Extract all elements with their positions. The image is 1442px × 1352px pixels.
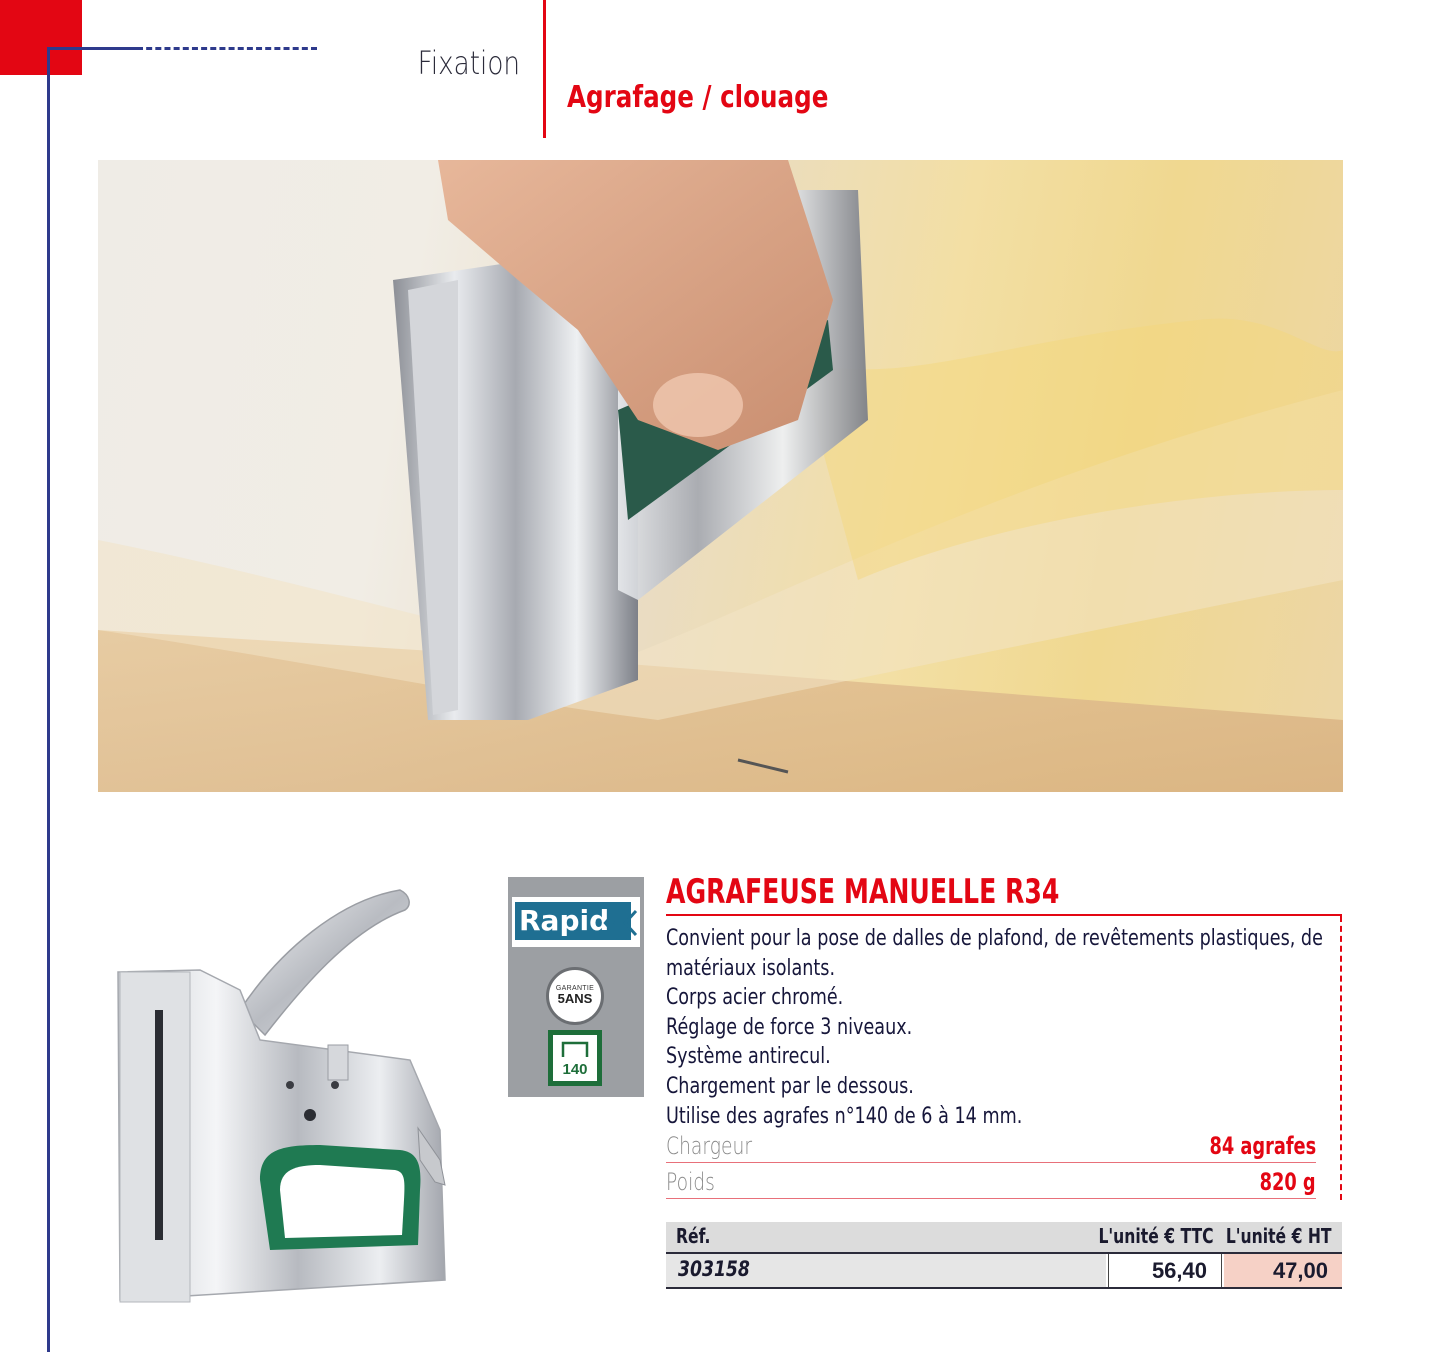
margin-rule-vertical	[47, 47, 50, 1352]
feature-line: Réglage de force 3 niveaux.	[666, 1014, 913, 1040]
feature-line: Convient pour la pose de dalles de plafond, de revêtements plastiques, de	[666, 926, 1323, 951]
subsection-title: Agrafage / clouage	[567, 80, 829, 115]
hero-photo	[98, 160, 1343, 792]
price-table-header	[666, 1222, 1342, 1254]
price-ttc-cell	[1108, 1254, 1222, 1287]
ref-value: 303158	[678, 1257, 750, 1281]
spec-value: 820 g	[1260, 1168, 1316, 1196]
guarantee-label: GARANTIE	[555, 985, 595, 992]
margin-rule-horizontal	[47, 47, 137, 50]
header-price-ht: L'unité € HT	[1226, 1224, 1332, 1248]
feature-list	[666, 924, 1442, 1131]
guarantee-years: 5ANS	[557, 991, 593, 1006]
spec-value: 84 agrafes	[1209, 1132, 1316, 1160]
feature-line: Utilise des agrafes n°140 de 6 à 14 mm.	[666, 1103, 1023, 1129]
rapid-logo-text: Rapid	[519, 904, 610, 937]
feature-line: matériaux isolants.	[666, 955, 836, 981]
spec-label: Chargeur	[666, 1132, 753, 1160]
margin-rule-dashed	[137, 47, 317, 50]
header-price-ttc: L'unité € TTC	[1098, 1224, 1214, 1248]
price-ttc-value: 56,40	[1151, 1258, 1207, 1283]
spec-label: Poids	[666, 1168, 715, 1196]
brand-panel	[508, 877, 644, 1097]
product-title: AGRAFEUSE MANUELLE R34	[666, 872, 1060, 912]
hero-illustration	[98, 160, 1343, 792]
price-ht-value: 47,00	[1272, 1258, 1328, 1283]
header-ref: Réf.	[676, 1224, 711, 1248]
price-table-row	[666, 1254, 1342, 1289]
guarantee-badge	[546, 967, 604, 1025]
section-title: Fixation	[417, 44, 520, 82]
ref-cell	[666, 1254, 1106, 1287]
title-underline	[666, 914, 1342, 916]
stapler-illustration	[100, 860, 480, 1320]
feature-line: Chargement par le dessous.	[666, 1073, 914, 1099]
product-photo	[100, 860, 480, 1320]
feature-line: Système antirecul.	[666, 1044, 831, 1070]
staple-number: 140	[562, 1061, 588, 1078]
corner-accent	[0, 0, 82, 75]
section-separator	[543, 0, 546, 138]
rapid-chevron-icon	[600, 905, 638, 941]
rapid-logo	[512, 897, 640, 947]
price-ht-cell	[1224, 1254, 1342, 1287]
spec-row-chargeur	[666, 1132, 1316, 1163]
spec-row-poids	[666, 1168, 1316, 1199]
feature-line: Corps acier chromé.	[666, 985, 844, 1011]
staple-type-badge	[548, 1030, 602, 1086]
